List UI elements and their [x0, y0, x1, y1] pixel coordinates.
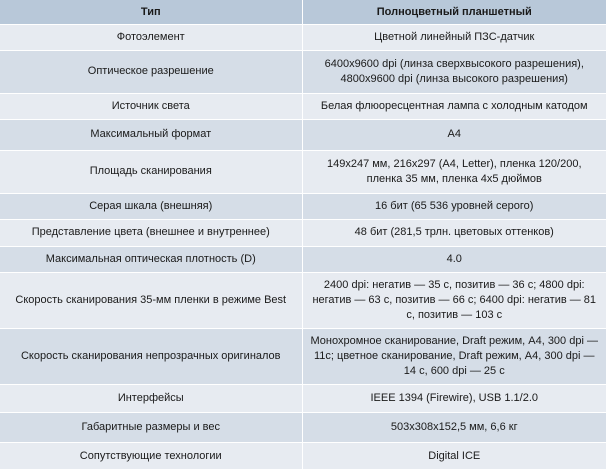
row-value: Монохромное сканирование, Draft режим, A4, 300 dpi — 11с; цветное сканирование, Draft режим, A4, 300 dpi — 14 с, 600 dpi — 25 с [302, 329, 606, 385]
row-label: Фотоэлемент [0, 25, 302, 51]
column-header-model: Полноцветный планшетный [302, 0, 606, 25]
table-row [0, 385, 606, 413]
table-row [0, 329, 606, 385]
row-value: A4 [302, 119, 606, 150]
row-label: Интерфейсы [0, 385, 302, 413]
row-label: Сопутствующие технологии [0, 443, 302, 470]
table-header-row [0, 0, 606, 25]
row-value: Цветной линейный ПЗС-датчик [302, 25, 606, 51]
row-value: IEEE 1394 (Firewire), USB 1.1/2.0 [302, 385, 606, 413]
row-label: Скорость сканирования 35-мм пленки в режиме Best [0, 273, 302, 329]
column-header-type: Тип [0, 0, 302, 25]
row-label: Максимальный формат [0, 119, 302, 150]
row-label: Максимальная оптическая плотность (D) [0, 247, 302, 273]
row-label: Площадь сканирования [0, 150, 302, 193]
row-value: 6400x9600 dpi (линза сверхвысокого разрешения), 4800x9600 dpi (линза высокого разрешения) [302, 50, 606, 93]
row-value: 2400 dpi: негатив — 35 с, позитив — 36 с; 4800 dpi: негатив — 63 с, позитив — 66 с; 6400 dpi: негатив — 81 с, позитив — 103 с [302, 273, 606, 329]
row-value: 503x308x152,5 мм, 6,6 кг [302, 412, 606, 442]
row-value: Белая флюоресцентная лампа с холодным катодом [302, 93, 606, 119]
row-label: Оптическое разрешение [0, 50, 302, 93]
row-label: Габаритные размеры и вес [0, 412, 302, 442]
row-value: Digital ICE [302, 443, 606, 470]
table-row [0, 25, 606, 51]
table-row [0, 93, 606, 119]
table-row [0, 193, 606, 219]
row-label: Скорость сканирования непрозрачных оригиналов [0, 329, 302, 385]
table-row [0, 443, 606, 470]
table-row [0, 50, 606, 93]
row-value: 48 бит (281,5 трлн. цветовых оттенков) [302, 219, 606, 247]
table-row [0, 247, 606, 273]
table-row [0, 119, 606, 150]
row-value: 4.0 [302, 247, 606, 273]
row-label: Представление цвета (внешнее и внутреннее) [0, 219, 302, 247]
table-row [0, 150, 606, 193]
row-value: 16 бит (65 536 уровней серого) [302, 193, 606, 219]
row-value: 149x247 мм, 216x297 (A4, Letter), пленка 120/200, пленка 35 мм, пленка 4x5 дюймов [302, 150, 606, 193]
table-row [0, 412, 606, 442]
table-row [0, 219, 606, 247]
table-row [0, 273, 606, 329]
row-label: Серая шкала (внешняя) [0, 193, 302, 219]
row-label: Источник света [0, 93, 302, 119]
